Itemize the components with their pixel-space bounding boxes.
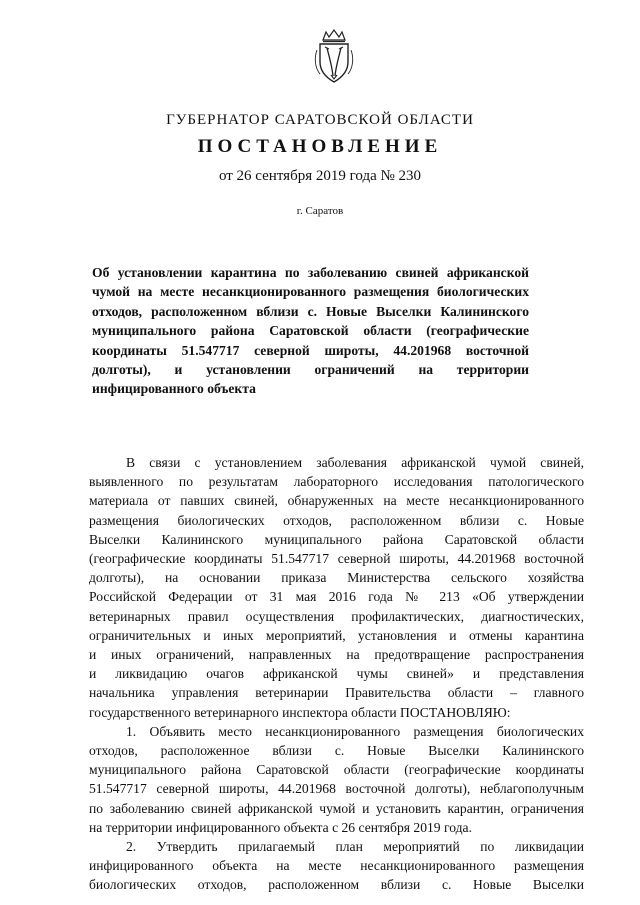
coat-of-arms-icon (311, 28, 357, 86)
clause-1-line: муниципального района Саратовской области (географические координаты (89, 762, 584, 778)
preamble-line: ограничительных и иных мероприятий, установления и отмены карантина (89, 627, 584, 643)
subject-line: муниципального района Саратовской области (географические (92, 323, 529, 339)
subject-line: чумой на месте несанкционированного размещения биологических (92, 284, 529, 300)
preamble-line: материала от павших свиней, обнаруженных на месте несанкционированного (89, 493, 584, 509)
clause-2-line: биологических отходов, расположенном вблизи с. Новые Выселки (89, 877, 584, 893)
preamble-line: (географические координаты 51.547717 северной широты, 44.201968 восточной (89, 551, 584, 567)
clause-1-line: отходов, расположенное вблизи с. Новые Выселки Калининского (89, 743, 584, 759)
preamble-line: Российской Федерации от 31 мая 2016 года № 213 «Об утверждении (89, 589, 584, 605)
preamble-line: долготы), на основании приказа Министерства сельского хозяйства (89, 570, 584, 586)
preamble-line: государственного ветеринарного инспектора области ПОСТАНОВЛЯЮ: (89, 704, 511, 720)
document-body (89, 453, 584, 895)
document-date-number: от 26 сентября 2019 года № 230 (218, 168, 422, 184)
preamble-line: выявленного по результатам лабораторного исследования патологического (89, 474, 584, 490)
issuing-authority: ГУБЕРНАТОР САРАТОВСКОЙ ОБЛАСТИ (166, 112, 474, 128)
preamble-line: В связи с установлением заболевания африканской чумой свиней, (126, 455, 584, 470)
clause-1-line: 51.547717 северной широты, 44.201968 восточной долготы), неблагополучным (89, 781, 584, 797)
preamble-line: начальника управления ветеринарии Правительства области – главного (89, 685, 584, 701)
subject-line: Об установлении карантина по заболеванию свиней африканской (92, 265, 529, 280)
clause-2-line: инфицированного объекта на месте несанкционированного размещения (89, 858, 584, 874)
subject-line: долготы), и установлении ограничений на территории (92, 362, 529, 378)
document-subject (92, 263, 529, 399)
document-type-title: ПОСТАНОВЛЕНИЕ (197, 136, 443, 157)
preamble-line: ветеринарных правил осуществления профилактических, диагностических, (89, 608, 584, 624)
preamble-line: и иных ограничений, направленных на предотвращение распространения (89, 647, 584, 663)
document-city: г. Саратов (296, 205, 344, 217)
clause-1-line: по заболеванию свиней африканской чумой и установить карантин, ограничения (89, 800, 584, 816)
subject-line: координаты 51.547717 северной широты, 44.201968 восточной (92, 342, 529, 358)
subject-line: инфицированного объекта (92, 381, 256, 397)
clause-2-line: 2. Утвердить прилагаемый план мероприятий по ликвидации (126, 839, 584, 855)
preamble-line: Выселки Калининского муниципального района Саратовской области (89, 531, 584, 547)
clause-1-line: на территории инфицированного объекта с 26 сентября 2019 года. (89, 819, 472, 835)
subject-line: отходов, расположенном вблизи с. Новые Выселки Калининского (92, 303, 529, 319)
clause-1-line: 1. Объявить место несанкционированного размещения биологических (126, 723, 584, 739)
preamble-line: размещения биологических отходов, расположенном вблизи с. Новые (89, 512, 584, 528)
preamble-line: и ликвидацию очагов африканской чумы свиней» и представления (89, 666, 584, 682)
